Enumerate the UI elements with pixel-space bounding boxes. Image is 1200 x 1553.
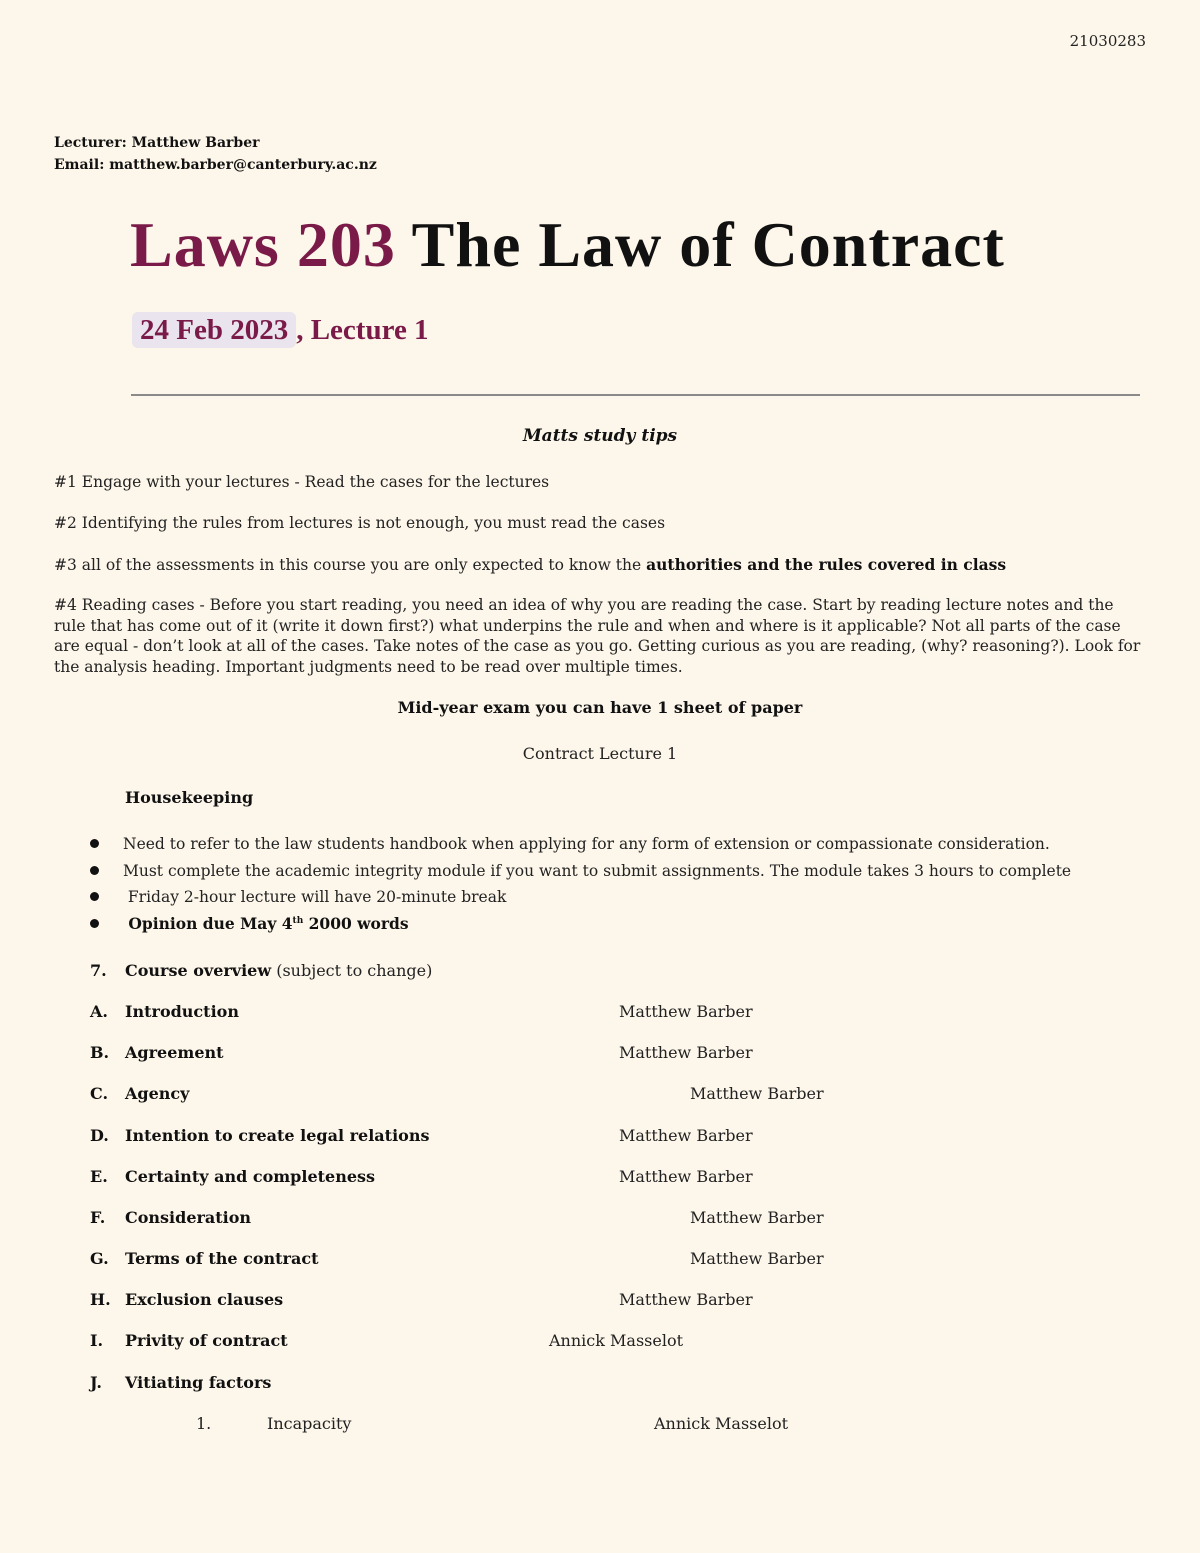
lecture-number: , Lecture 1 [296,314,429,346]
bullet-icon [90,839,99,848]
row-topic: Terms of the contract [125,1249,319,1268]
row-lecturer: Matthew Barber [619,1002,753,1021]
row-letter: I. [90,1331,104,1350]
exam-note: Mid-year exam you can have 1 sheet of paper [397,698,803,717]
row-letter: E. [90,1167,108,1186]
date-badge: 24 Feb 2023 [132,312,296,348]
list-item-text-end: 2000 words [303,914,409,933]
lecturer-line: Lecturer: Matthew Barber [54,135,260,151]
table-row [90,1208,251,1227]
overview-heading [90,961,432,980]
tip-3 [54,554,1149,576]
overview-note: (subject to change) [271,961,433,980]
list-item-text: Opinion due May 4 [123,914,293,933]
row-lecturer: Annick Masselot [549,1331,684,1350]
list-item-text: Must complete the academic integrity module if you want to submit assignments. The module takes 3 hours to complete [123,862,1072,880]
document-id: 21030283 [1069,32,1146,50]
row-topic: Vitiating factors [125,1373,272,1392]
row-letter: C. [90,1084,109,1103]
list-item-text: Friday 2-hour lecture will have 20-minute break [123,888,507,906]
row-topic: Agreement [125,1043,224,1062]
section-number: 7. [90,961,107,980]
table-row [90,1290,283,1309]
row-topic: Certainty and completeness [125,1167,376,1186]
list-item [90,914,409,933]
tip-1: #1 Engage with your lectures - Read the cases for the lectures [54,473,550,491]
tip-4: #4 Reading cases - Before you start reading, you need an idea of why you are reading the case. Start by reading lecture notes and the rule that has come out of it (write it down first?) what underpins the rule and when and where is it applicable? Not all parts of the case are equal - don’t look at all of the cases. Take notes of the case as you go. Getting curious as you are reading, (why? reasoning?). Look for the analysis heading. Important judgments need to be read over multiple times. [54,596,1141,676]
table-row [90,1084,189,1103]
row-topic: Exclusion clauses [125,1290,284,1309]
tip-2: #2 Identifying the rules from lectures is not enough, you must read the cases [54,514,666,532]
date-line [132,314,429,347]
table-row [90,1126,429,1145]
tips-heading: Matts study tips [522,426,678,446]
list-item [90,862,1071,880]
tip-3-emphasis: authorities and the rules covered in class [646,555,1007,574]
row-topic: Privity of contract [125,1331,288,1350]
table-row [90,1373,271,1392]
table-row [90,1002,239,1021]
list-item [90,888,506,906]
tip-3-text: #3 all of the assessments in this course you are only expected to know the [54,556,647,574]
table-row [90,1331,288,1350]
row-lecturer: Matthew Barber [619,1126,753,1145]
lecture-label: Contract Lecture 1 [522,744,678,763]
row-lecturer: Matthew Barber [619,1290,753,1309]
housekeeping-heading: Housekeeping [125,788,254,807]
row-letter: J. [90,1373,102,1392]
table-row [90,1167,375,1186]
bullet-icon [90,919,99,928]
email-line: Email: matthew.barber@canterbury.ac.nz [54,157,377,173]
course-name: The Law of Contract [411,209,1005,280]
page-title [130,208,1005,282]
list-item [90,835,1050,853]
sub-row-lecturer: Annick Masselot [654,1414,789,1433]
course-code: Laws 203 [130,209,396,280]
table-row [90,1043,224,1062]
row-letter: F. [90,1208,106,1227]
sub-row-topic: Incapacity [267,1414,352,1433]
list-item-text: Need to refer to the law students handbook when applying for any form of extension or compassionate consideration. [123,835,1050,853]
row-topic: Intention to create legal relations [125,1126,430,1145]
row-lecturer: Matthew Barber [690,1084,824,1103]
divider [131,394,1140,396]
bullet-icon [90,866,99,875]
row-lecturer: Matthew Barber [619,1167,753,1186]
row-lecturer: Matthew Barber [619,1043,753,1062]
table-row [90,1249,318,1268]
bullet-icon [90,892,99,901]
overview-title: Course overview [125,961,272,980]
row-letter: D. [90,1126,109,1145]
row-letter: A. [90,1002,108,1021]
row-lecturer: Matthew Barber [690,1249,824,1268]
superscript: th [292,915,304,926]
row-letter: H. [90,1290,111,1309]
row-lecturer: Matthew Barber [690,1208,824,1227]
sub-row-number: 1. [196,1414,212,1433]
row-topic: Introduction [125,1002,239,1021]
row-topic: Agency [125,1084,190,1103]
row-letter: G. [90,1249,109,1268]
row-letter: B. [90,1043,110,1062]
row-topic: Consideration [125,1208,252,1227]
